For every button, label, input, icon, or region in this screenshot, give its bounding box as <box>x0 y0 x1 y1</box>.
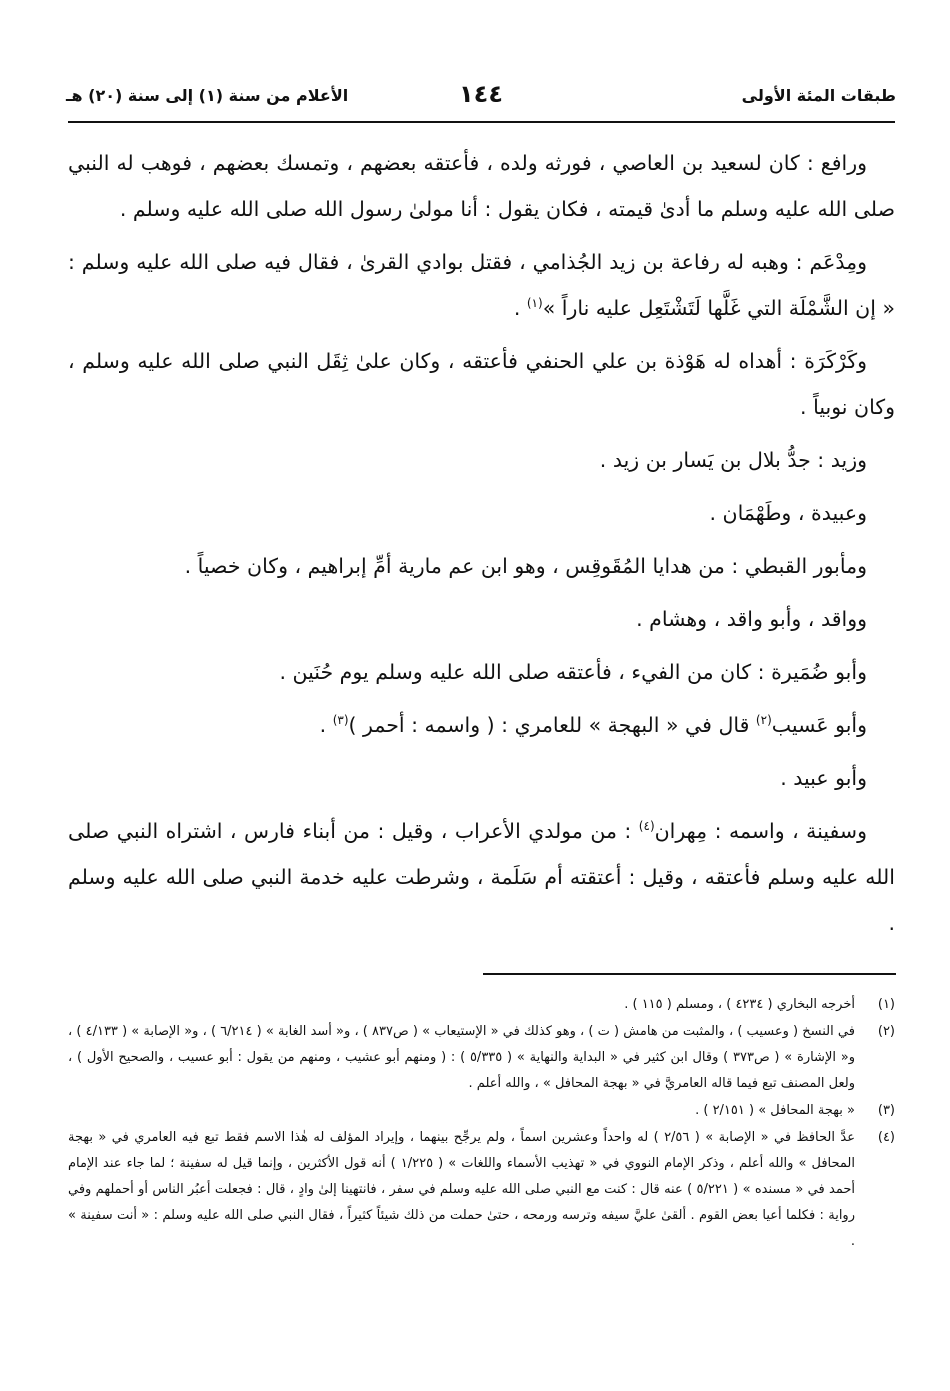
running-header <box>66 80 896 116</box>
footnote-2 <box>68 1019 895 1097</box>
paragraph-waqid <box>68 596 895 642</box>
paragraph-ubayda <box>68 490 895 536</box>
paragraph-text: ومأبور القبطي : من هدايا المُقَوقِس ، وهو ابن عم مارية أمِّ إبراهيم ، وكان خصياً . <box>184 554 867 578</box>
section-title: الأعلام من سنة (١) إلى سنة (٢٠) هـ <box>66 86 349 105</box>
footnote-number: (٢) <box>877 1024 895 1039</box>
paragraph-karkara <box>68 338 895 430</box>
paragraph-text: وزيد : جدُّ بلال بن يَسار بن زيد . <box>599 448 867 472</box>
paragraph-zayd <box>68 437 895 483</box>
footnote-number: (٣) <box>877 1103 895 1118</box>
paragraph-text: وأبو عَسيب <box>771 713 867 737</box>
footnote-ref-4[interactable]: (٤) <box>638 819 655 834</box>
paragraph-abu-dumayra <box>68 649 895 695</box>
header-rule <box>68 121 895 123</box>
footnote-ref-3[interactable]: (٣) <box>332 713 349 728</box>
paragraph-abu-ubayd <box>68 755 895 801</box>
paragraph-text: ورافع : كان لسعيد بن العاصي ، فورثه ولده ، فأعتقه بعضهم ، وتمسك بعضهم ، فوهب له النبي صلى الله عليه وسلم ما أدىٰ قيمته ، فكان يقول : أنا مولىٰ رسول الله صلى الله عليه وسلم . <box>68 151 895 221</box>
footnote-number: (٤) <box>877 1130 895 1145</box>
paragraph-safina <box>68 808 895 946</box>
paragraph-text: وكَرْكَرَة : أهداه له هَوْذة بن علي الحنفي فأعتقه ، وكان علىٰ ثِقَل النبي صلى الله عليه وسلم ، وكان نوبياً . <box>68 349 895 419</box>
paragraph-text: وأبو عبيد . <box>780 766 867 790</box>
main-text <box>68 140 895 953</box>
footnote-text: « بهجة المحافل » ( ٢/١٥١ ) . <box>695 1103 855 1118</box>
book-title: طبقات المئة الأولى <box>741 86 896 105</box>
paragraph-text: وواقد ، وأبو واقد ، وهشام . <box>636 607 867 631</box>
paragraph-text: : من مولدي الأعراب ، وقيل : من أبناء فارس ، اشتراه النبي صلى الله عليه وسلم فأعتقه ، وقيل : أعتقته أم سَلَمة ، وشرطت عليه خدمة النبي صلى الله عليه وسلم . <box>68 819 895 935</box>
paragraph-text: ومِدْعَم : وهبه له رفاعة بن زيد الجُذامي ، فقتل بوادي القرىٰ ، فقال فيه صلى الله عليه وسلم : « إن الشَّمْلَة التي غَلَّها لَتَشْتَعِل عليه ناراً » <box>68 250 895 320</box>
paragraph-text: قال في « البهجة » للعامري : ( واسمه : أحمر ) <box>348 713 750 737</box>
paragraph-rafi <box>68 140 895 232</box>
paragraph-abu-asib: وأبو عَسيب$^{(٢)}$ قال في « البهجة » للعامري : ( واسمه : أحمر )$^{(٣)}$ . <box>319 713 867 737</box>
paragraph-text: وسفينة ، واسمه : مِهران <box>654 819 867 843</box>
footnote-4 <box>68 1125 895 1255</box>
footnotes <box>68 992 895 1256</box>
footnote-text: أخرجه البخاري ( ٤٢٣٤ ) ، ومسلم ( ١١٥ ) . <box>624 997 855 1012</box>
paragraph-mabur <box>68 543 895 589</box>
paragraph-text: وأبو ضُمَيرة : كان من الفيء ، فأعتقه صلى الله عليه وسلم يوم حُنَين . <box>279 660 867 684</box>
footnote-1 <box>68 992 895 1018</box>
footnote-rule <box>483 973 896 975</box>
footnote-ref-2[interactable]: (٢) <box>755 713 772 728</box>
page-number: ١٤٤ <box>459 80 503 108</box>
footnote-text: عدَّ الحافظ في « الإصابة » ( ٢/٥٦ ) له واحداً وعشرين اسماً ، ولم يرجِّح بينهما ، وإيراد المؤلف له هٰذا الاسم فقط تبع فيه العامري في « بهجة المحافل » والله أعلم ، وذكر الإمام النووي في « تهذيب الأسماء واللغات » ( ١/٢٢٥ ) أنه قول الأكثرين ، وإنما قيل له سفينة ؛ لما جاء عند الإمام أحمد في « مسنده » ( ٥/٢٢١ ) عنه قال : كنت مع النبي صلى الله عليه وسلم في سفر ، فانتهينا إلىٰ وادٍ ، قال : فجعلت أعبُر الناس أو أحملهم وفي رواية : فكلما أعيا بعض القوم . ألقىٰ عليَّ سيفه وترسه ورمحه ، حتىٰ حملت من ذلك شيئاً كثيراً ، فقال النبي صلى الله عليه وسلم : « أنت سفينة » . <box>68 1130 856 1249</box>
paragraph-text: وعبيدة ، وطَهْمَان . <box>709 501 867 525</box>
footnote-ref-1[interactable]: (١) <box>526 296 543 311</box>
footnote-3 <box>68 1098 895 1124</box>
paragraph-midam: ومِدْعَم : وهبه له رفاعة بن زيد الجُذامي ، فقتل بوادي القرىٰ ، فقال فيه صلى الله عليه وسلم : « إن الشَّمْلَة التي غَلَّها لَتَشْتَعِل عليه ناراً »$^{(١)}$ . <box>68 250 895 320</box>
footnote-text: في النسخ ( وعسيب ) ، والمثبت من هامش ( ت ) ، وهو كذلك في « الإستيعاب » ( ص٨٣٧ ) ، و« أسد الغابة » ( ٦/٢١٤ ) ، و« الإصابة » ( ٤/١٣٣ ) ، و« الإشارة » ( ص٣٧٣ ) وقال ابن كثير في « البداية والنهاية » ( ٥/٣٣٥ ) : ( ومنهم أبو عشيب ، ومنهم من يقول : أبو عسيب ، والصحيح الأول ) ، ولعل المصنف تبع فيما قاله العامريَّ في « بهجة المحافل » ، والله أعلم . <box>68 1024 855 1091</box>
footnote-number: (١) <box>877 997 895 1012</box>
